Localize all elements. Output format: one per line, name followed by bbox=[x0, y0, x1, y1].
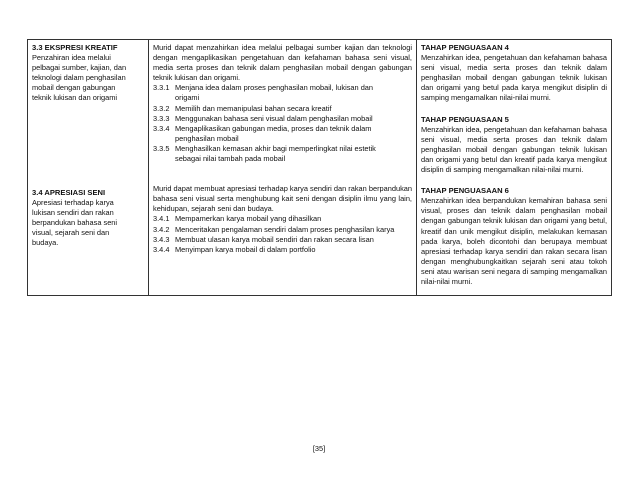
mastery-text: Menzahirkan idea, pengetahuan dan kefahaman bahasa seni visual, media serta proses dan teknik dalam penghasilan mobail dengan gabungan teknik lukisan dan origami yang betul dan kreatif pada karya mengikut disiplin di samping mengamalkan nilai-nilai murni. bbox=[421, 124, 607, 175]
curriculum-table bbox=[27, 39, 612, 296]
list-item: 3.4.2 Menceritakan pengalaman sendiri dalam proses penghasilan karya bbox=[153, 224, 395, 234]
content-standard-cell bbox=[28, 40, 149, 296]
learning-list bbox=[153, 83, 412, 164]
standard-description: Penzahiran idea melalui pelbagai sumber, kajian, dan teknologi dalam penghasilan mobail dengan gabungan teknik lukisan dan origami bbox=[32, 53, 127, 103]
mastery-text: Menzahirkan idea, pengetahuan dan kefahaman bahasa seni visual, media serta proses dan teknik dalam penghasilan mobail dengan gabungan teknik lukisan dan origami yang betul pada karya mengikut disiplin di samping mengamalkan nilai-nilai murni. bbox=[421, 53, 607, 103]
mastery-title: TAHAP PENGUASAAN 4 bbox=[421, 43, 509, 52]
mastery-text: Menzahirkan idea berpandukan kemahiran bahasa seni visual, proses dan teknik dalam penghasilan mobail dengan gabungan teknik lukisan dan origami yang betul, kreatif dan unik mengikut disiplin, melakukan kemasan pada karya, boleh dicontohi dan berupaya membuat apresiasi terhadap karya sendiri dan rakan secara lisan dengan menghubungkaitkan sejarah seni atau tokoh seni atau warisan seni negara di samping mengamalkan nilai-nilai murni. bbox=[421, 196, 607, 286]
learning-list bbox=[153, 214, 412, 254]
list-item: 3.4.1 Mempamerkan karya mobail yang dihasilkan bbox=[153, 214, 322, 224]
learning-intro: Murid dapat membuat apresiasi terhadap karya sendiri dan rakan berpandukan bahasa seni visual serta menghubung kait seni dengan disiplin ilmu yang lain, kehidupan, sejarah seni dan budaya. bbox=[153, 184, 412, 214]
learning-standard-cell bbox=[149, 40, 417, 296]
list-item: 3.3.1 Menjana idea dalam proses penghasilan mobail, lukisan dan origami bbox=[153, 83, 374, 103]
learning-intro: Murid dapat menzahirkan idea melalui pelbagai sumber kajian dan teknologi dengan mengaplikasikan pengetahuan dan kefahaman bahasa seni visual, media serta proses dan teknik dalam penghasilan mobail dengan gabungan teknik lukisan dan origami. bbox=[153, 43, 412, 83]
mastery-title: TAHAP PENGUASAAN 5 bbox=[421, 114, 509, 124]
table-row bbox=[28, 40, 612, 296]
list-item: 3.3.2 Memilih dan memanipulasi bahan secara kreatif bbox=[153, 103, 332, 113]
list-item: 3.3.5 Menghasilkan kemasan akhir bagi memperlingkat nilai estetik sebagai nilai tambah pada mobail bbox=[153, 143, 376, 164]
standard-title: 3.4 APRESIASI SENI bbox=[32, 187, 106, 197]
standard-description: Apresiasi terhadap karya lukisan sendiri dan rakan berpandukan bahasa seni visual, sejarah seni dan budaya. bbox=[32, 197, 118, 248]
mastery-level-cell bbox=[417, 40, 612, 296]
mastery-title: TAHAP PENGUASAAN 6 bbox=[421, 186, 509, 196]
list-item: 3.3.4 Mengaplikasikan gabungan media, proses dan teknik dalam penghasilan mobail bbox=[153, 123, 372, 143]
list-item: 3.4.4 Menyimpan karya mobail di dalam portfolio bbox=[153, 244, 316, 254]
list-item: 3.4.3 Membuat ulasan karya mobail sendiri dan rakan secara lisan bbox=[153, 234, 374, 244]
page-number: [35] bbox=[312, 444, 326, 453]
list-item: 3.3.3 Menggunakan bahasa seni visual dalam penghasilan mobail bbox=[153, 113, 373, 123]
standard-title: 3.3 EKSPRESI KREATIF bbox=[32, 43, 118, 52]
